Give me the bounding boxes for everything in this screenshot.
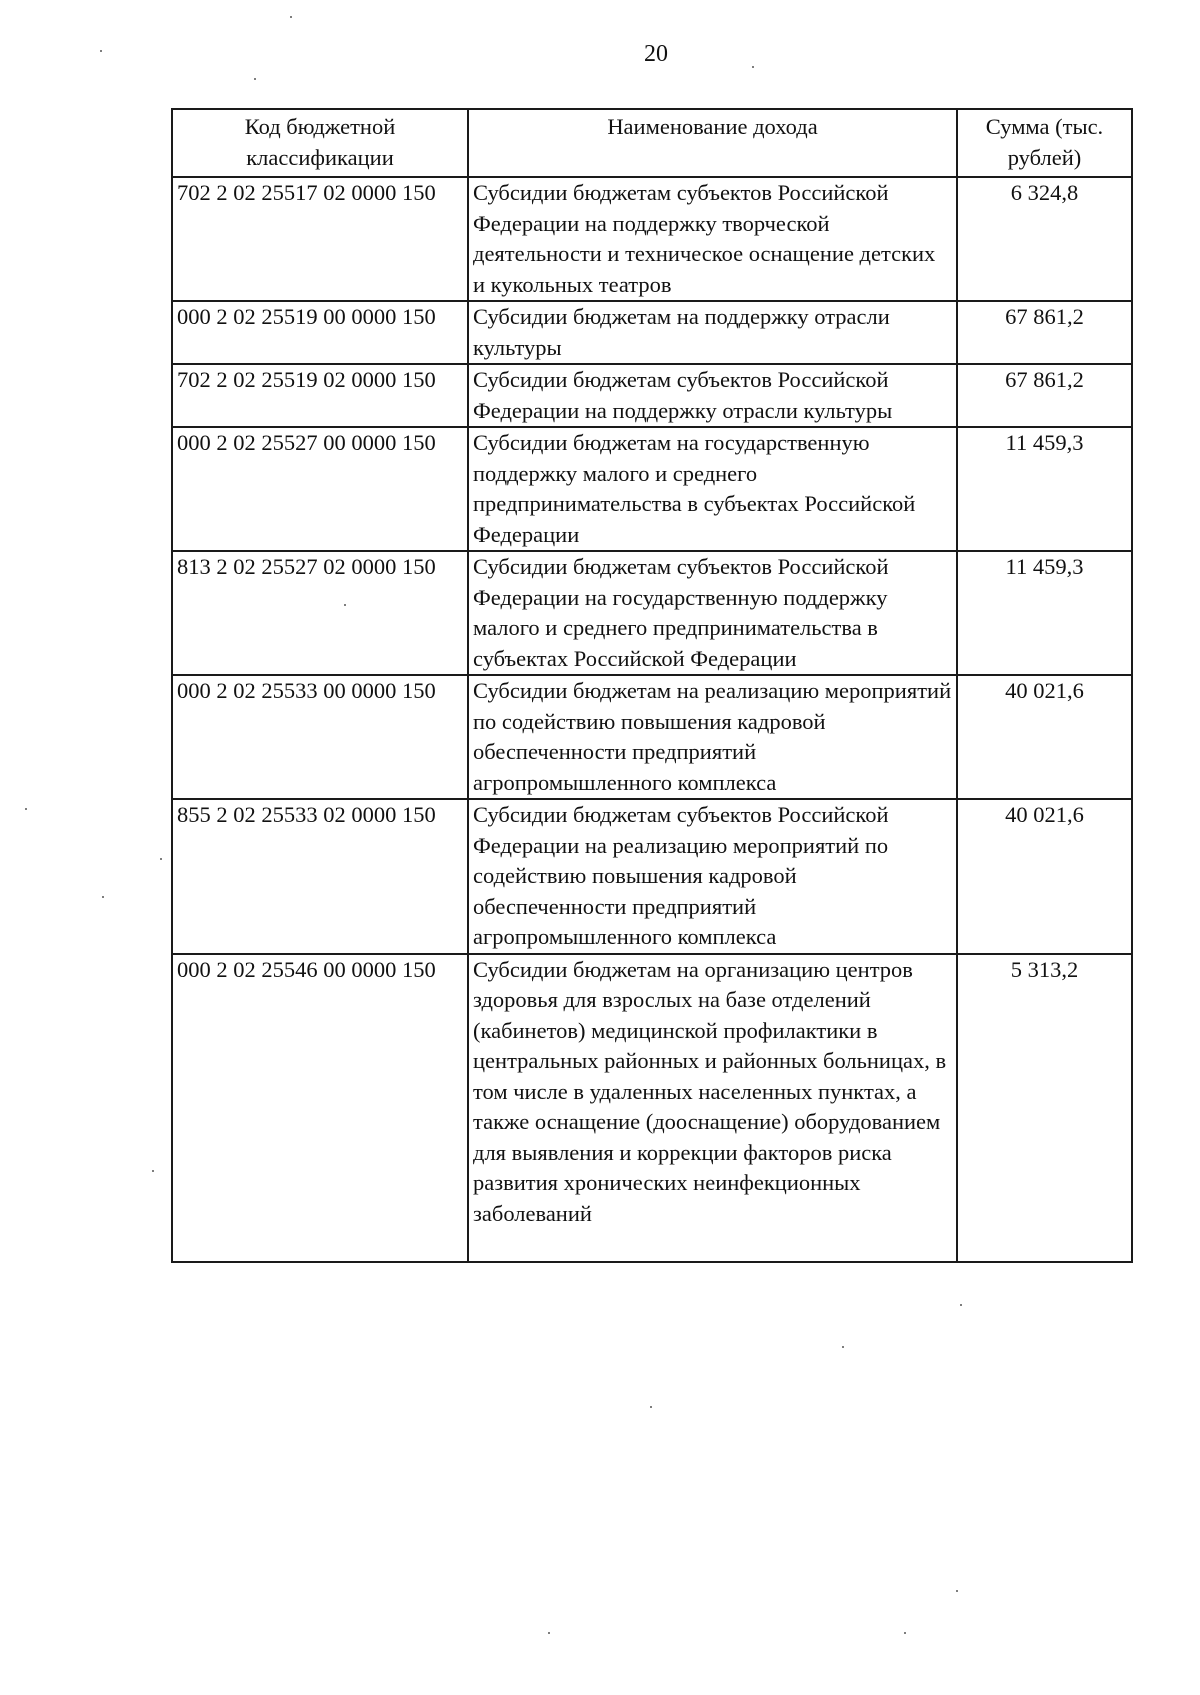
row-name: Субсидии бюджетам на поддержку отрасли культуры bbox=[468, 301, 957, 364]
scan-speck bbox=[254, 78, 256, 80]
row-sum: 11 459,3 bbox=[957, 427, 1132, 551]
table-row bbox=[172, 364, 1132, 427]
row-code: 855 2 02 25533 02 0000 150 bbox=[172, 799, 468, 954]
header-code: Код бюджетной классификации bbox=[172, 109, 468, 177]
scan-speck bbox=[25, 808, 27, 810]
row-sum: 67 861,2 bbox=[957, 364, 1132, 427]
row-code: 813 2 02 25527 02 0000 150 bbox=[172, 551, 468, 675]
row-code: 000 2 02 25527 00 0000 150 bbox=[172, 427, 468, 551]
scan-speck bbox=[650, 1406, 652, 1408]
scan-speck bbox=[152, 1170, 154, 1172]
row-sum: 40 021,6 bbox=[957, 675, 1132, 799]
row-name: Субсидии бюджетам субъектов Российской Федерации на государственную поддержку малого и среднего предпринимательства в субъектах Российской Федерации bbox=[468, 551, 957, 675]
row-name: Субсидии бюджетам на государственную поддержку малого и среднего предпринимательства в субъектах Российской Федерации bbox=[468, 427, 957, 551]
row-code: 000 2 02 25546 00 0000 150 bbox=[172, 954, 468, 1262]
scan-speck bbox=[290, 16, 292, 18]
header-name: Наименование дохода bbox=[468, 109, 957, 177]
scan-speck bbox=[904, 1632, 906, 1634]
table-row bbox=[172, 675, 1132, 799]
page-number: 20 bbox=[644, 41, 668, 67]
header-sum: Сумма (тыс. рублей) bbox=[957, 109, 1132, 177]
table-row bbox=[172, 301, 1132, 364]
scan-speck bbox=[842, 1346, 844, 1348]
table-row bbox=[172, 427, 1132, 551]
row-code: 702 2 02 25519 02 0000 150 bbox=[172, 364, 468, 427]
row-name: Субсидии бюджетам на организацию центров здоровья для взрослых на базе отделений (кабинетов) медицинской профилактики в центральных районных и районных больницах, в том числе в удаленных населенных пунктах, а также оснащение (дооснащение) оборудованием для выявления и коррекции факторов риска развития хронических неинфекционных заболеваний bbox=[468, 954, 957, 1262]
scan-speck bbox=[100, 50, 102, 52]
table-header-row bbox=[172, 109, 1132, 177]
row-sum: 6 324,8 bbox=[957, 177, 1132, 301]
row-code: 000 2 02 25533 00 0000 150 bbox=[172, 675, 468, 799]
scan-speck bbox=[344, 604, 346, 606]
table-row bbox=[172, 799, 1132, 954]
row-sum: 67 861,2 bbox=[957, 301, 1132, 364]
scan-speck bbox=[960, 1304, 962, 1306]
budget-revenue-table bbox=[171, 108, 1133, 1263]
row-sum: 40 021,6 bbox=[957, 799, 1132, 954]
row-code: 702 2 02 25517 02 0000 150 bbox=[172, 177, 468, 301]
row-name: Субсидии бюджетам на реализацию мероприятий по содействию повышения кадровой обеспеченности предприятий агропромышленного комплекса bbox=[468, 675, 957, 799]
row-name: Субсидии бюджетам субъектов Российской Федерации на поддержку отрасли культуры bbox=[468, 364, 957, 427]
scan-speck bbox=[752, 66, 754, 68]
table-row bbox=[172, 177, 1132, 301]
row-sum: 5 313,2 bbox=[957, 954, 1132, 1262]
row-name: Субсидии бюджетам субъектов Российской Федерации на реализацию мероприятий по содействию повышения кадровой обеспеченности предприятий агропромышленного комплекса bbox=[468, 799, 957, 954]
scan-speck bbox=[956, 1590, 958, 1592]
row-code: 000 2 02 25519 00 0000 150 bbox=[172, 301, 468, 364]
row-name: Субсидии бюджетам субъектов Российской Федерации на поддержку творческой деятельности и техническое оснащение детских и кукольных театров bbox=[468, 177, 957, 301]
table-row bbox=[172, 551, 1132, 675]
scan-speck bbox=[160, 858, 162, 860]
scan-speck bbox=[548, 1632, 550, 1634]
row-sum: 11 459,3 bbox=[957, 551, 1132, 675]
scan-speck bbox=[102, 896, 104, 898]
table-row bbox=[172, 954, 1132, 1262]
